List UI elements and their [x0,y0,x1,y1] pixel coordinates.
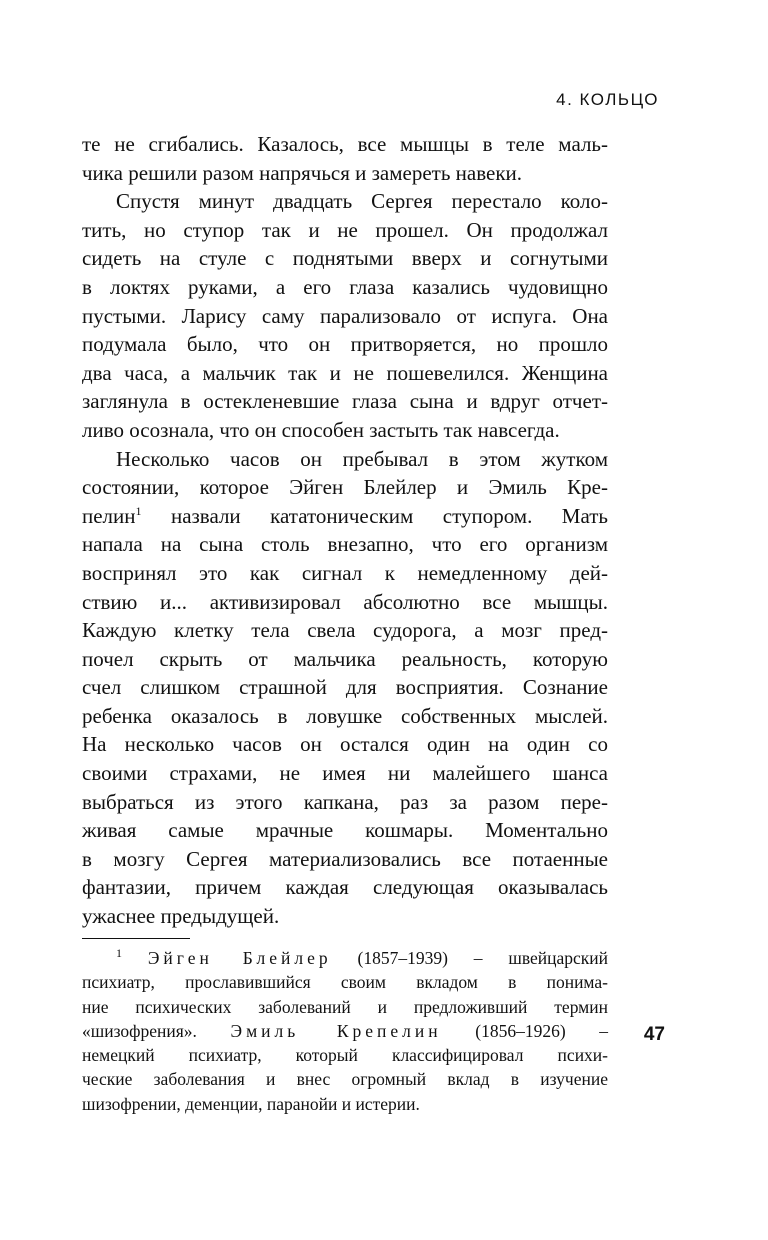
text-line: подумала было, что он притворяется, но прошло [82,332,608,357]
text-line: заглянула в остекленевшие глаза сына и вдруг отчет- [82,389,608,414]
text-line: состоянии, которое Эйген Блейлер и Эмиль Кре- [82,475,608,500]
text-fragment: назвали кататоническим ступором. Мать [170,503,608,528]
text-line: сидеть на стуле с поднятыми вверх и согнутыми [82,246,608,271]
running-head: 4. КОЛЬЦО [556,90,659,109]
text-line: На несколько часов он остался один на один со [82,732,608,757]
text-line: выбраться из этого капкана, раз за разом пере- [82,789,608,814]
text-line: в мозгу Сергея материализовались все потаенные [82,846,608,871]
text-line: живая самые мрачные кошмары. Моментально [82,818,608,843]
footnote-line: ние психических заболеваний и предложивший термин [82,996,608,1017]
footnote-fragment: (1857–1939) – швейцарский [357,948,609,968]
text-line: своими страхами, не имея ни малейшего шанса [82,761,608,786]
text-line: тить, но ступор так и не прошел. Он продолжал [82,217,608,242]
footnote-fragment: (1856–1926) – [475,1020,609,1041]
text-line-with-footnote [82,502,608,531]
footnote-rule [82,938,190,939]
footnote-reference: 1 [135,503,142,518]
footnote-line: немецкий психиатр, который классифицировал психи- [82,1045,608,1066]
text-line: пустыми. Ларису саму парализовало от испуга. Она [82,303,608,328]
text-line: чика решили разом напрячься и замереть навеки. [82,160,523,185]
text-line: Спустя минут двадцать Сергея перестало коло- [116,189,608,214]
footnote-fragment: «шизофрения». [82,1020,197,1041]
footnote-name: Эмиль Крепелин [230,1020,442,1041]
footnote-line: ческие заболевания и внес огромный вклад в изучение [82,1069,608,1090]
text-line: почел скрыть от мальчика реальность, которую [82,646,608,671]
text-line: те не сгибались. Казалось, все мышцы в теле маль- [82,132,608,156]
footnote-line [82,1019,608,1043]
text-line: ужаснее предыдущей. [82,904,280,929]
text-line: ствию и... активизировал абсолютно все мышцы. [82,589,608,614]
text-line: в локтях руками, а его глаза казались чудовищно [82,274,608,299]
footnote-line: шизофрении, деменции, паранойи и истерии. [82,1093,420,1114]
footnote-name: Эйген Блейлер [147,948,332,968]
text-fragment: пелин [82,503,136,528]
footnote [82,946,608,1116]
text-line: счел слишком страшной для восприятия. Сознание [82,675,608,700]
text-line: ребенка оказалось в ловушке собственных мыслей. [82,703,608,728]
text-line: два часа, а мальчик так и не пошевелился. Женщина [82,360,608,385]
footnote-marker: 1 [116,946,122,961]
page-number: 47 [643,1024,665,1045]
body-text [82,130,608,931]
footnote-line [82,946,608,970]
text-line: напала на сына столь внезапно, что его организм [82,532,608,557]
footnote-line: психиатр, прославившийся своим вкладом в понима- [82,972,608,993]
text-line: воспринял это как сигнал к немедленному дей- [82,560,608,585]
text-line: Каждую клетку тела свела судорога, а мозг пред- [82,618,608,643]
text-line: ливо осознала, что он способен застыть так навсегда. [82,417,560,442]
text-line: фантазии, причем каждая следующая оказывалась [82,875,608,900]
text-line: Несколько часов он пребывал в этом жутком [116,446,608,471]
